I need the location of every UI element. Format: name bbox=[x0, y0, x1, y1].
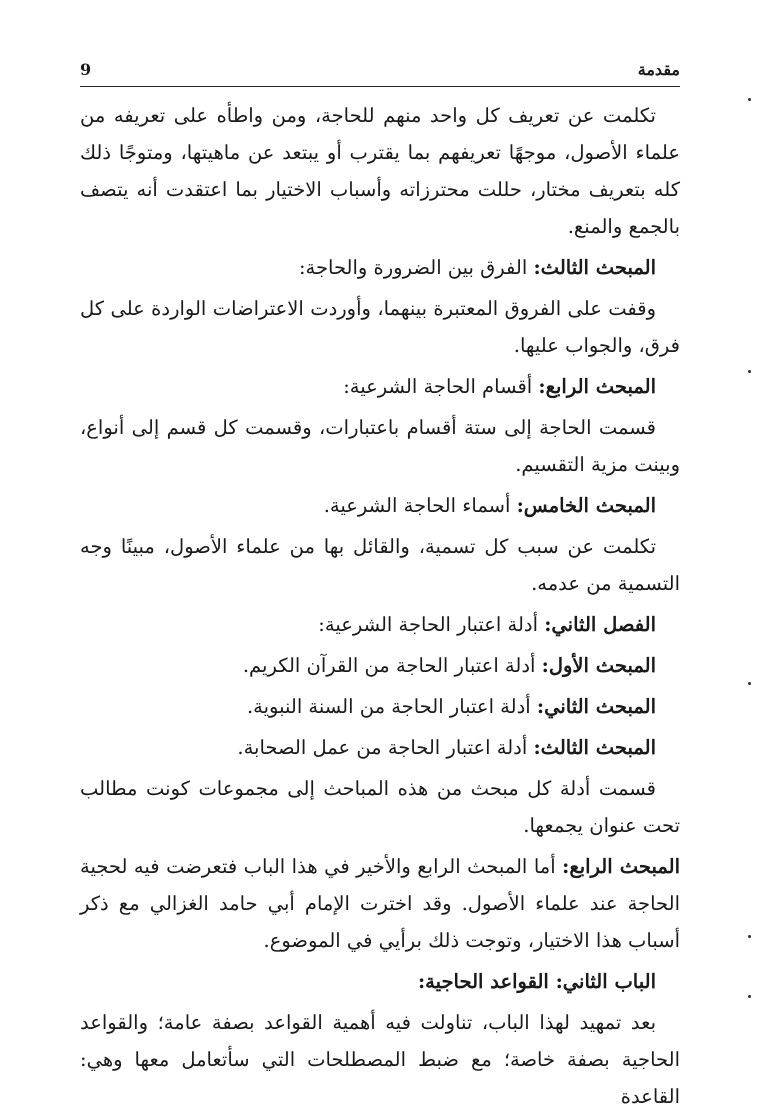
section-label: المبحث الأول: bbox=[541, 654, 656, 677]
chapter-label: الفصل الثاني: bbox=[544, 613, 656, 636]
margin-dot bbox=[748, 370, 751, 373]
section-title: أدلة اعتبار الحاجة من عمل الصحابة. bbox=[237, 736, 534, 759]
section-title: الفرق بين الضرورة والحاجة: bbox=[298, 256, 534, 279]
part-label: الباب الثاني: القواعد الحاجية: bbox=[417, 970, 656, 993]
section-heading bbox=[80, 249, 680, 286]
section-heading bbox=[80, 487, 680, 524]
page-header bbox=[80, 58, 680, 87]
section-label: المبحث الخامس: bbox=[516, 494, 656, 517]
section-title: أدلة اعتبار الحاجة من السنة النبوية. bbox=[246, 695, 537, 718]
section-label: المبحث الرابع: bbox=[538, 375, 656, 398]
paragraph-with-label bbox=[80, 848, 680, 959]
section-title: أسماء الحاجة الشرعية. bbox=[323, 494, 517, 517]
margin-dot bbox=[748, 682, 751, 685]
paragraph: تكلمت عن تعريف كل واحد منهم للحاجة، ومن واطأه على تعريفه من علماء الأصول، موجهًا تعريفهم بما يقترب أو يبتعد عن ماهيتها، ومتوجًا ذلك كله بتعريف مختار، حللت محترزاته وأسباب الاختيار بما اعتقدت أنه يتصف بالجمع والمنع. bbox=[80, 104, 680, 238]
section-label: المبحث الثالث: bbox=[533, 256, 656, 279]
section-label: المبحث الرابع: bbox=[562, 855, 680, 878]
document-page bbox=[80, 58, 680, 1108]
section-label: المبحث الثاني: bbox=[536, 695, 656, 718]
part-heading bbox=[80, 963, 680, 1000]
paragraph-text: أما المبحث الرابع والأخير في هذا الباب فتعرضت فيه لحجية الحاجة عند علماء الأصول. وقد اخترت الإمام أبي حامد الغزالي مع ذكر أسباب هذا الاختيار، وتوجت ذلك برأيي في الموضوع. bbox=[80, 855, 680, 952]
section-heading bbox=[80, 729, 680, 766]
paragraph: بعد تمهيد لهذا الباب، تناولت فيه أهمية القواعد بصفة عامة؛ والقواعد الحاجية بصفة خاصة؛ مع ضبط المصطلحات التي سأتعامل معها وهي: القاعدة bbox=[80, 1011, 680, 1108]
section-title: أدلة اعتبار الحاجة من القرآن الكريم. bbox=[242, 654, 542, 677]
section-title: أقسام الحاجة الشرعية: bbox=[343, 375, 539, 398]
section-heading bbox=[80, 688, 680, 725]
paragraph: تكلمت عن سبب كل تسمية، والقائل بها من علماء الأصول، مبينًا وجه التسمية من عدمه. bbox=[80, 535, 680, 595]
section-label: المبحث الثالث: bbox=[533, 736, 656, 759]
page-number: 9 bbox=[80, 60, 92, 79]
margin-dot bbox=[748, 935, 751, 938]
margin-dot bbox=[748, 995, 751, 998]
chapter-title: أدلة اعتبار الحاجة الشرعية: bbox=[318, 613, 545, 636]
section-heading bbox=[80, 368, 680, 405]
section-heading bbox=[80, 647, 680, 684]
page-body bbox=[80, 97, 680, 1115]
paragraph: قسمت أدلة كل مبحث من هذه المباحث إلى مجموعات كونت مطالب تحت عنوان يجمعها. bbox=[80, 777, 680, 837]
paragraph: قسمت الحاجة إلى ستة أقسام باعتبارات، وقسمت كل قسم إلى أنواع، وبينت مزية التقسيم. bbox=[80, 416, 680, 476]
margin-dot bbox=[748, 98, 751, 101]
paragraph: وقفت على الفروق المعتبرة بينهما، وأوردت الاعتراضات الواردة على كل فرق، والجواب عليها. bbox=[80, 297, 680, 357]
chapter-heading bbox=[80, 606, 680, 643]
running-title: مقدمة bbox=[637, 60, 680, 79]
